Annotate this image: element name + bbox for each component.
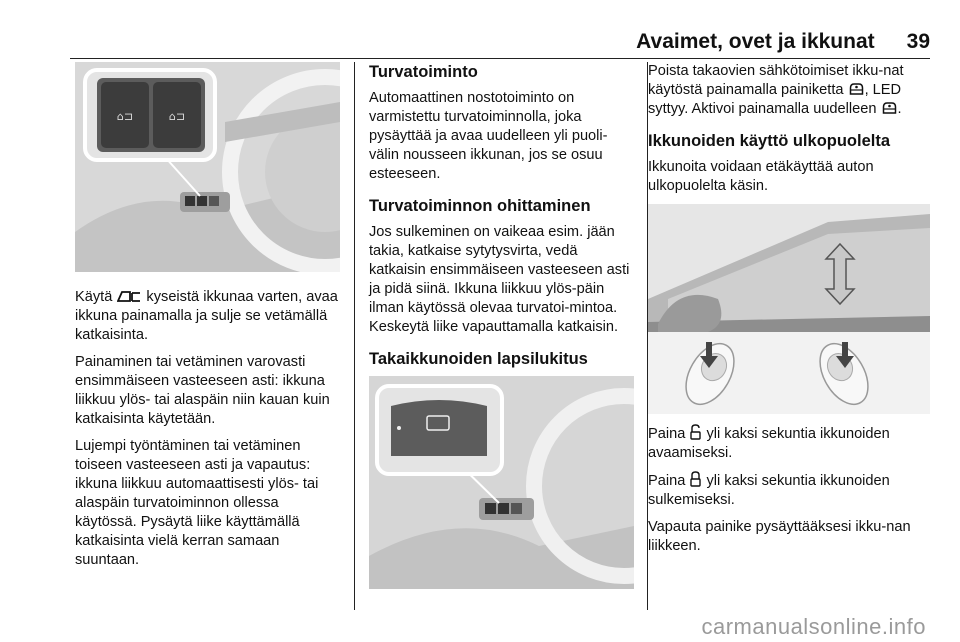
col3-paragraph: Paina yli kaksi sekuntia ikkunoiden sulkemiseksi. (648, 473, 890, 508)
svg-text:⌂⊐: ⌂⊐ (168, 110, 186, 123)
door-window-switch-figure (75, 62, 340, 272)
page-title: Avaimet, ovet ja ikkunat (636, 30, 875, 53)
col2-paragraph: Automaattinen nostotoiminto on varmistettu turvatoiminnolla, joka pysäyttää ja avaa uudelleen yli puoli-välin nousseen ikkunan, jos se osuu esteeseen. (369, 90, 608, 182)
unlock-icon (690, 424, 701, 440)
window-switch-icon (117, 290, 141, 303)
remote-window-figure (648, 204, 930, 414)
lock-icon (690, 471, 701, 487)
col1-paragraph: Painaminen tai vetäminen varovasti ensimmäiseen vasteeseen asti: ikkuna liikkuu ylös- tai alaspäin niin kauan kuin katkaisinta käytetään. (75, 354, 330, 427)
col3-paragraph: Ikkunoita voidaan etäkäyttää auton ulkopuolelta käsin. (648, 159, 874, 194)
column-3 (648, 62, 930, 564)
col2-paragraph: Jos sulkeminen on vaikeaa esim. jään takia, katkaise sytytysvirta, vedä katkaisin ensimmäiseen vasteeseen asti ja pidä siinä. Ikkuna liikkuu ylös-päin ilman käytössä olevaa turvatoi-mintoa. Keskeytä liike vapauttamalla katkaisin. (369, 224, 630, 335)
heading-ohittaminen: Turvatoiminnon ohittaminen (369, 197, 591, 215)
column-divider (354, 62, 355, 610)
col1-paragraph: Lujempi työntäminen tai vetäminen toiseen vasteeseen asti ja vapautus: ikkuna liikkuu automaattisesti ylös- tai alaspäin turvatoiminnon ollessa käytössä. Pysäytä liike käyttämällä katkaisinta vielä kerran samaan suuntaan. (75, 438, 319, 568)
col3-paragraph: Poista takaovien sähkötoimiset ikku-nat käytöstä painamalla painiketta , LED syttyy. Aktivoi painamalla uudelleen . (648, 63, 904, 117)
page-header (70, 28, 930, 56)
child-lock-icon (882, 101, 897, 115)
child-lock-switch-figure (369, 376, 634, 589)
svg-text:⌂⊐: ⌂⊐ (116, 110, 134, 123)
column-1 (75, 62, 340, 578)
col1-paragraph: Käytä kyseistä ikkunaa varten, avaa ikkuna painamalla ja sulje se vetämällä katkaisinta. (75, 289, 338, 343)
watermark: carmanualsonline.info (701, 614, 926, 639)
col3-paragraph: Paina yli kaksi sekuntia ikkunoiden avaamiseksi. (648, 426, 890, 461)
heading-turvatoiminto: Turvatoiminto (369, 63, 478, 81)
page-number: 39 (906, 30, 930, 53)
child-lock-icon (849, 82, 864, 96)
col3-paragraph: Vapauta painike pysäyttääksesi ikku-nan liikkeen. (648, 519, 911, 554)
header-rule (70, 58, 930, 59)
heading-ulkopuolelta: Ikkunoiden käyttö ulkopuolelta (648, 132, 891, 150)
heading-lapsilukitus: Takaikkunoiden lapsilukitus (369, 350, 588, 368)
column-2 (369, 62, 634, 589)
